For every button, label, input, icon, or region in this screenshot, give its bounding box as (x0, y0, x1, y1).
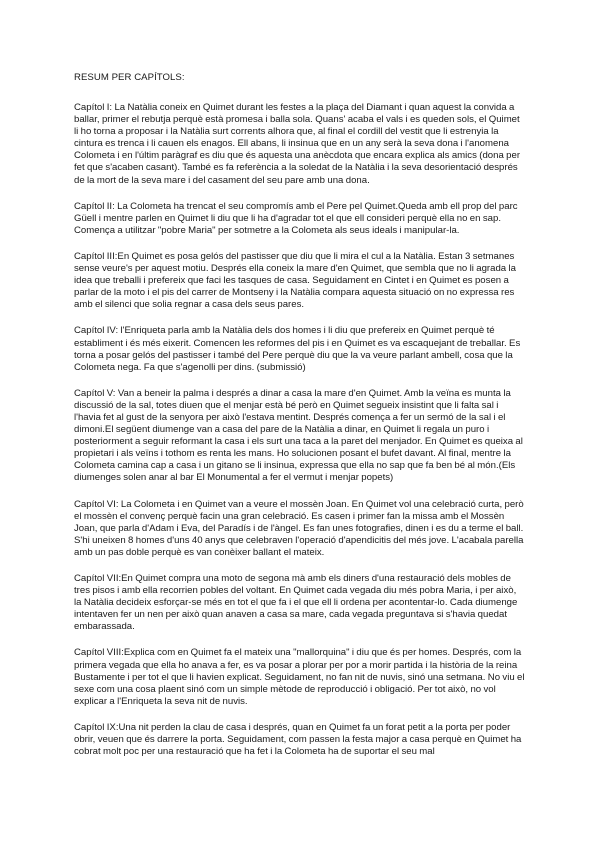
chapter-1-summary: Capítol I: La Natàlia coneix en Quimet durant les festes a la plaça del Diamant i quan aquest la convida a ballar, primer el rebutja perquè està promesa i balla sola. Quans' acaba el vals i es queden sols, el Quimet li ho torna a proposar i la Natàlia surt corrents alhora que, al final el cordill del vestit que li estrenyia la cintura es trenca i li cauen els enagos. Ell abans, li insinua que en un any serà la seva dona i l'anomena Colometa i en l'últim paràgraf es diu que és aquesta una anècdota que encara explica als amics (dona per fet que s'acaben casant). També es fa referència a la soledat de la Natàlia i la seva desorientació després de la mort de la seva mare i del casament del seu pare amb una dona. (74, 102, 521, 186)
chapter-8-summary: Capítol VIII:Explica com en Quimet fa el mateix una "mallorquina" i diu que és per homes. Després, com la primera vegada que ella ho anava a fer, es va posar a plorar per por a morir partida i la història de la reina Bustamente i per tot el que li havien explicat. Seguidament, no fan nit de nuvis, sinó una setmana. No viu el sexe com una cosa plaent sinó com un simple mètode de reproducció i obligació. Per tot això, no vol explicar a l'Enriqueta la seva nit de nuvis. (74, 647, 525, 707)
chapter-5-summary: Capítol V: Van a beneir la palma i després a dinar a casa la mare d'en Quimet. Amb la veïna es munta la discussió de la sal, totes diuen que el menjar està bé però en Quimet segueix insistint que li falta sal i l'havia fet al gust de la senyora per això l'estava mentint. Després comença a fer un sermó de la sal i el dimoni.El següent diumenge van a casa del pare de la Natàlia a dinar, en Quimet li regala un puro i posteriorment a seguir reformant la casa i els surt una taca a la paret del menjador. En Quimet es queixa al propietari i als veïns i tothom es renta les mans. Ho solucionen posant el bufet davant. Al final, mentre la Colometa camina cap a casa i un gitano se li insinua, expressa que ella no sap que fa ben bé al món.(Els diumenges solen anar al bar El Monumental a fer el vermut i menjar popets) (74, 387, 523, 484)
chapter-3-summary: Capítol III:En Quimet es posa gelós del pastisser que diu que li mira el cul a la Natàlia. Estan 3 setmanes sense veure's per aquest motiu. Després ella coneix la mare d'en Quimet, que sembla que no li agrada la idea que treballi i prefereix que faci les tasques de casa. Seguidament en Cintet i en Quimet es posen a parlar de la moto i el pis del carrer de Montseny i la Natàlia compara aquesta situació on no expressa res amb el silenci que solia regnar a casa dels seus pares. (74, 250, 516, 311)
chapter-4-summary: Capítol IV: l'Enriqueta parla amb la Natàlia dels dos homes i li diu que prefereix en Quimet perquè té establiment i és més eixerit. Comencen les reformes del pis i en Quimet es va escaquejant de treballar. Es torna a posar gelós del pastisser i també del Pere perquè diu que la va veure parlant ambell, cosa que la Colometa nega. Fa que s'agenolli per dins. (submissió) (74, 325, 521, 373)
chapter-2-summary: Capítol II: La Colometa ha trencat el seu compromís amb el Pere pel Quimet.Queda amb ell prop del parc Güell i mentre parlen en Quimet li diu que li ha d'agradar tot el que ell consideri perquè ella no en sap. Comença a utilitzar "pobre Maria" per sotmetre a la Colometa als seus ideals i manipular-la. (74, 200, 518, 236)
chapter-7-summary: Capítol VII:En Quimet compra una moto de segona mà amb els diners d'una restauració dels mobles de tres pisos i amb ella recorrien pobles del voltant. En Quimet cada vegada diu més pobra Maria, i per això, la Natàlia decideix esforçar-se més en tot el que fa i el que ell li ordena per acontentar-lo. Cada diumenge intentaven fer un nen per això quan anaven a casa sa mare, cada vegada preguntava si s'havia quedat embarassada. (74, 573, 518, 633)
document-title: RESUM PER CAPÍTOLS: (74, 72, 185, 83)
chapter-6-summary: Capítol VI: La Colometa i en Quimet van a veure el mossèn Joan. En Quimet vol una celebració curta, però el mossèn el convenç perquè facin una gran celebració. Es casen i primer fan la missa amb el Mossèn Joan, que parla d'Adam i Eva, del Paradís i de l'àngel. Es fan unes fotografies, dinen i es du a terme el ball. S'hi uneixen 8 homes d'uns 40 anys que celebraven l'operació d'apendicitis del més jove. L'acabala parella amb un pas doble perquè es van conèixer ballant el mateix. (74, 498, 524, 558)
chapter-9-summary: Capítol IX:Una nit perden la clau de casa i després, quan en Quimet fa un forat petit a la porta per poder obrir, veuen que és darrere la porta. Seguidament, com passen la festa major a casa perquè en Quimet ha cobrat molt poc per una restauració que ha fet i la Colometa ha de suportar el seu mal (74, 721, 522, 758)
document-body (74, 72, 526, 772)
